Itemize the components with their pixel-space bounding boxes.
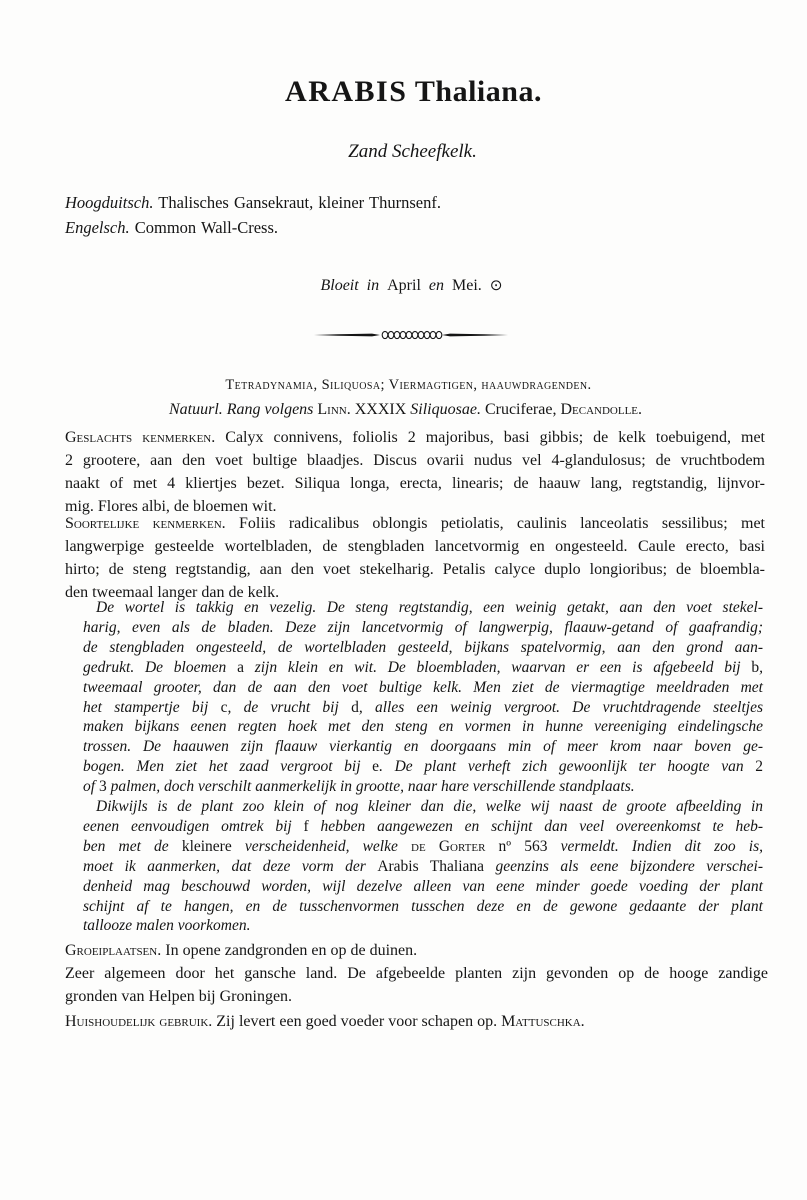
variety-remarks-line xyxy=(83,857,763,877)
linnaean-class xyxy=(0,375,807,395)
italic-text: palmen, doch verschilt aanmerkelijk in grootte, naar hare verschillende standplaats. xyxy=(106,778,635,796)
roman-text: e xyxy=(372,758,380,776)
roman-text: Mei. xyxy=(452,277,490,294)
roman-text: den tweemaal langer dan de kelk. xyxy=(65,584,280,601)
roman-text: Foliis radicalibus oblongis petiolatis, caulinis lanceolatis sessilibus; met xyxy=(225,515,766,532)
italic-text: de stengbladen ongesteeld, de wortelbladen gesteeld, bijkans spatelvormig, aan den grond aan- xyxy=(83,638,763,656)
roman-text: Zij levert een goed voeder voor schapen op. xyxy=(212,1013,502,1030)
genus-name: ARABIS xyxy=(285,75,408,108)
divider-loop xyxy=(406,331,412,338)
roman-text: naakt of met 4 kliertjes bezet. Siliqua longa, erecta, linearis; de haauw lang, regtstandig, lijnvor- xyxy=(65,475,765,492)
variety-remarks-line xyxy=(83,897,763,917)
flowering-period-line xyxy=(16,273,807,298)
italic-text: en xyxy=(428,277,453,294)
italic-text: , xyxy=(759,658,763,676)
generic-characters-line xyxy=(65,426,765,449)
economic-use xyxy=(65,1010,765,1033)
small-caps-text: Soortelijke kenmerken. xyxy=(65,515,226,532)
flowering-period xyxy=(0,273,807,298)
distribution xyxy=(65,962,768,1008)
roman-text: Cruciferae, xyxy=(480,401,561,418)
italic-text: het stampertje bij xyxy=(83,698,221,716)
italic-text: , de vrucht bij xyxy=(227,698,352,716)
small-caps-text: Geslachts kenmerken. xyxy=(65,429,216,446)
plant-description-line xyxy=(83,678,763,698)
small-caps-text: Tetradynamia, Siliquosa; Viermagtigen, haauwdragenden. xyxy=(225,377,592,393)
variety-remarks xyxy=(83,797,763,936)
italic-text: harig, even als de bladen. Deze zijn lancetvormig of langwerpig, flaauw-getand of gaafrandig; xyxy=(83,618,763,636)
specific-characters xyxy=(65,512,765,604)
divider-left-rule xyxy=(314,334,380,337)
roman-text: 2 grootere, aan den voet bultige blaadjes. Discus ovarii nudus vel 4-glandulosus; de vruchtbodem xyxy=(65,452,765,469)
plant-description-line xyxy=(83,698,763,718)
variety-remarks-line xyxy=(83,916,763,936)
habitat xyxy=(65,939,765,962)
roman-text: b xyxy=(751,658,760,676)
roman-text: Thalisches Gansekraut, kleiner Thurnsenf. xyxy=(153,193,441,212)
roman-text: Zeer algemeen door het gansche land. De afgebeelde planten zijn gevonden op de hooge zandige xyxy=(65,965,768,982)
vernacular-names xyxy=(65,190,685,240)
roman-text: d xyxy=(351,698,359,716)
specific-characters-line xyxy=(65,512,765,535)
roman-text: hirto; de steng regtstandig, aan den voet stekelharig. Petalis calyce duplo longioribus; de bloembla- xyxy=(65,561,765,578)
italic-text: geenzins als eene bijzondere verschei- xyxy=(484,857,763,875)
plant-description-line xyxy=(83,757,763,777)
roman-text: nº 563 xyxy=(485,837,548,855)
italic-text: denheid mag beschouwd worden, wijl dezelve alleen van eene minder goede voeding der plant xyxy=(83,877,763,895)
generic-characters-line xyxy=(65,449,765,472)
variety-remarks-line xyxy=(83,797,763,817)
italic-text: tallooze malen voorkomen. xyxy=(83,917,251,935)
plant-description-line xyxy=(83,658,763,678)
distribution-line xyxy=(65,962,768,985)
italic-text: moet ik aanmerken, dat deze vorm der xyxy=(83,857,378,875)
italic-text: gedrukt. De bloemen xyxy=(83,658,238,676)
divider-loop xyxy=(418,331,424,338)
italic-text: Bloeit in xyxy=(320,277,388,294)
distribution-line xyxy=(65,985,768,1008)
roman-text: kleinere xyxy=(181,837,232,855)
variety-remarks-line xyxy=(83,837,763,857)
italic-text: Hoogduitsch. xyxy=(65,193,154,212)
variety-remarks-line xyxy=(83,817,763,837)
roman-text: mig. Flores albi, de bloemen wit. xyxy=(65,498,277,515)
dutch-common-name xyxy=(0,140,807,164)
italic-text: Siliquosae. xyxy=(410,401,481,418)
small-caps-text: Decandolle. xyxy=(560,401,643,418)
generic-characters xyxy=(65,426,765,518)
annual-plant-symbol: ⊙ xyxy=(489,276,503,294)
divider-loop xyxy=(430,331,436,338)
divider-loop xyxy=(400,331,406,338)
natural-order-line xyxy=(4,399,807,421)
italic-text: bogen. Men ziet het zaad vergroot bij xyxy=(83,758,373,776)
divider-loop xyxy=(388,331,394,338)
italic-text: zijn klein en wit. De bloembladen, waarvan er een is afgebeeld bij xyxy=(243,658,752,676)
species-name: Thaliana. xyxy=(414,75,542,108)
divider-loop xyxy=(412,331,418,338)
roman-text: gronden van Helpen bij Groningen. xyxy=(65,988,293,1005)
specific-characters-line xyxy=(65,558,765,581)
small-caps-text: Huishoudelijk gebruik. xyxy=(65,1013,213,1030)
italic-text: tweemaal grooter, dan de aan den voet bultige kelk. Men ziet de viermagtige meeldraden met xyxy=(83,678,763,696)
small-caps-text: de Gorter xyxy=(411,837,486,855)
italic-text: verscheidenheid, welke xyxy=(231,837,412,855)
ornamental-divider xyxy=(314,328,508,342)
economic-use-line xyxy=(65,1010,765,1033)
natural-order xyxy=(0,399,807,421)
plant-description-line xyxy=(83,717,763,737)
dutch-common-name-line xyxy=(18,140,807,164)
generic-characters-line xyxy=(65,472,765,495)
plant-description-line xyxy=(83,618,763,638)
small-caps-text: Groeiplaatsen. xyxy=(65,942,162,959)
plant-description-line xyxy=(83,777,763,797)
italic-text: ben met de xyxy=(83,837,182,855)
plant-description-line xyxy=(83,737,763,757)
roman-text: c xyxy=(220,698,228,716)
italic-text: maken bijkans eenen regten hoek met den steng en vormen in hunne vereeniging eindelingsche xyxy=(83,718,763,736)
linnaean-class-line xyxy=(10,375,807,395)
italic-text: . De plant verheft zich gewoonlijk ter hoogte van xyxy=(379,758,756,776)
italic-text: Dikwijls is de plant zoo klein of nog kleiner dan die, welke wij naast de groote afbeelding in xyxy=(96,798,763,815)
specific-characters-line xyxy=(65,535,765,558)
roman-text: langwerpige gesteelde wortelbladen, de stengbladen lancetvormig en ongesteeld. Caule erecto, basi xyxy=(65,538,765,555)
roman-text: Arabis Thaliana xyxy=(377,857,485,875)
divider-loop xyxy=(382,331,388,338)
plant-description-line xyxy=(83,638,763,658)
italic-text: hebben aangewezen en schijnt dan veel overeenkomst te heb- xyxy=(308,817,764,835)
variety-remarks-line xyxy=(83,877,763,897)
habitat-line xyxy=(65,939,765,962)
roman-text: f xyxy=(303,817,309,835)
small-caps-text: Mattuschka. xyxy=(501,1013,585,1030)
roman-text: XXXIX xyxy=(350,401,411,418)
italic-text: De wortel is takkig en vezelig. De steng regtstandig, een weinig getakt, aan den voet stekel- xyxy=(96,599,763,616)
vernacular-names-line xyxy=(65,215,685,240)
italic-text: Zand Scheefkelk. xyxy=(348,141,477,162)
italic-text: eenen eenvoudigen omtrek bij xyxy=(83,817,304,835)
italic-text: , alles een weinig vergroot. De vruchtdragende steeltjes xyxy=(358,698,764,716)
roman-text: a xyxy=(237,658,244,676)
roman-text: 2 xyxy=(755,758,763,776)
divider-right-rule xyxy=(442,334,508,337)
italic-text: vermeldt. Indien dit zoo is, xyxy=(547,837,763,855)
small-caps-text: Linn. xyxy=(317,401,351,418)
divider-loop xyxy=(424,331,430,338)
divider-loop xyxy=(436,331,442,338)
roman-text: Common Wall-Cress. xyxy=(129,218,279,237)
italic-text: Natuurl. Rang volgens xyxy=(168,401,318,418)
plant-description-line xyxy=(83,598,763,618)
italic-text: schijnt af te hangen, en de tusschenvormen tusschen deze en de gewone gedaante der plant xyxy=(83,897,763,915)
italic-text: Engelsch. xyxy=(65,218,130,237)
divider-loop xyxy=(394,331,400,338)
italic-text: trossen. De haauwen zijn flaauw vierkantig en doorgaans min of meer krom naar boven ge- xyxy=(83,738,763,756)
plant-title xyxy=(0,72,807,112)
roman-text: In opene zandgronden en op de duinen. xyxy=(161,942,418,959)
roman-text: April xyxy=(387,277,429,294)
divider-chain xyxy=(382,331,442,338)
italic-text: of xyxy=(83,778,99,796)
roman-text: Calyx connivens, foliolis 2 majoribus, basi gibbis; de kelk toebuigend, met xyxy=(215,429,765,446)
plant-description xyxy=(83,598,763,797)
vernacular-names-line xyxy=(65,190,685,215)
roman-text: 3 xyxy=(98,778,107,796)
